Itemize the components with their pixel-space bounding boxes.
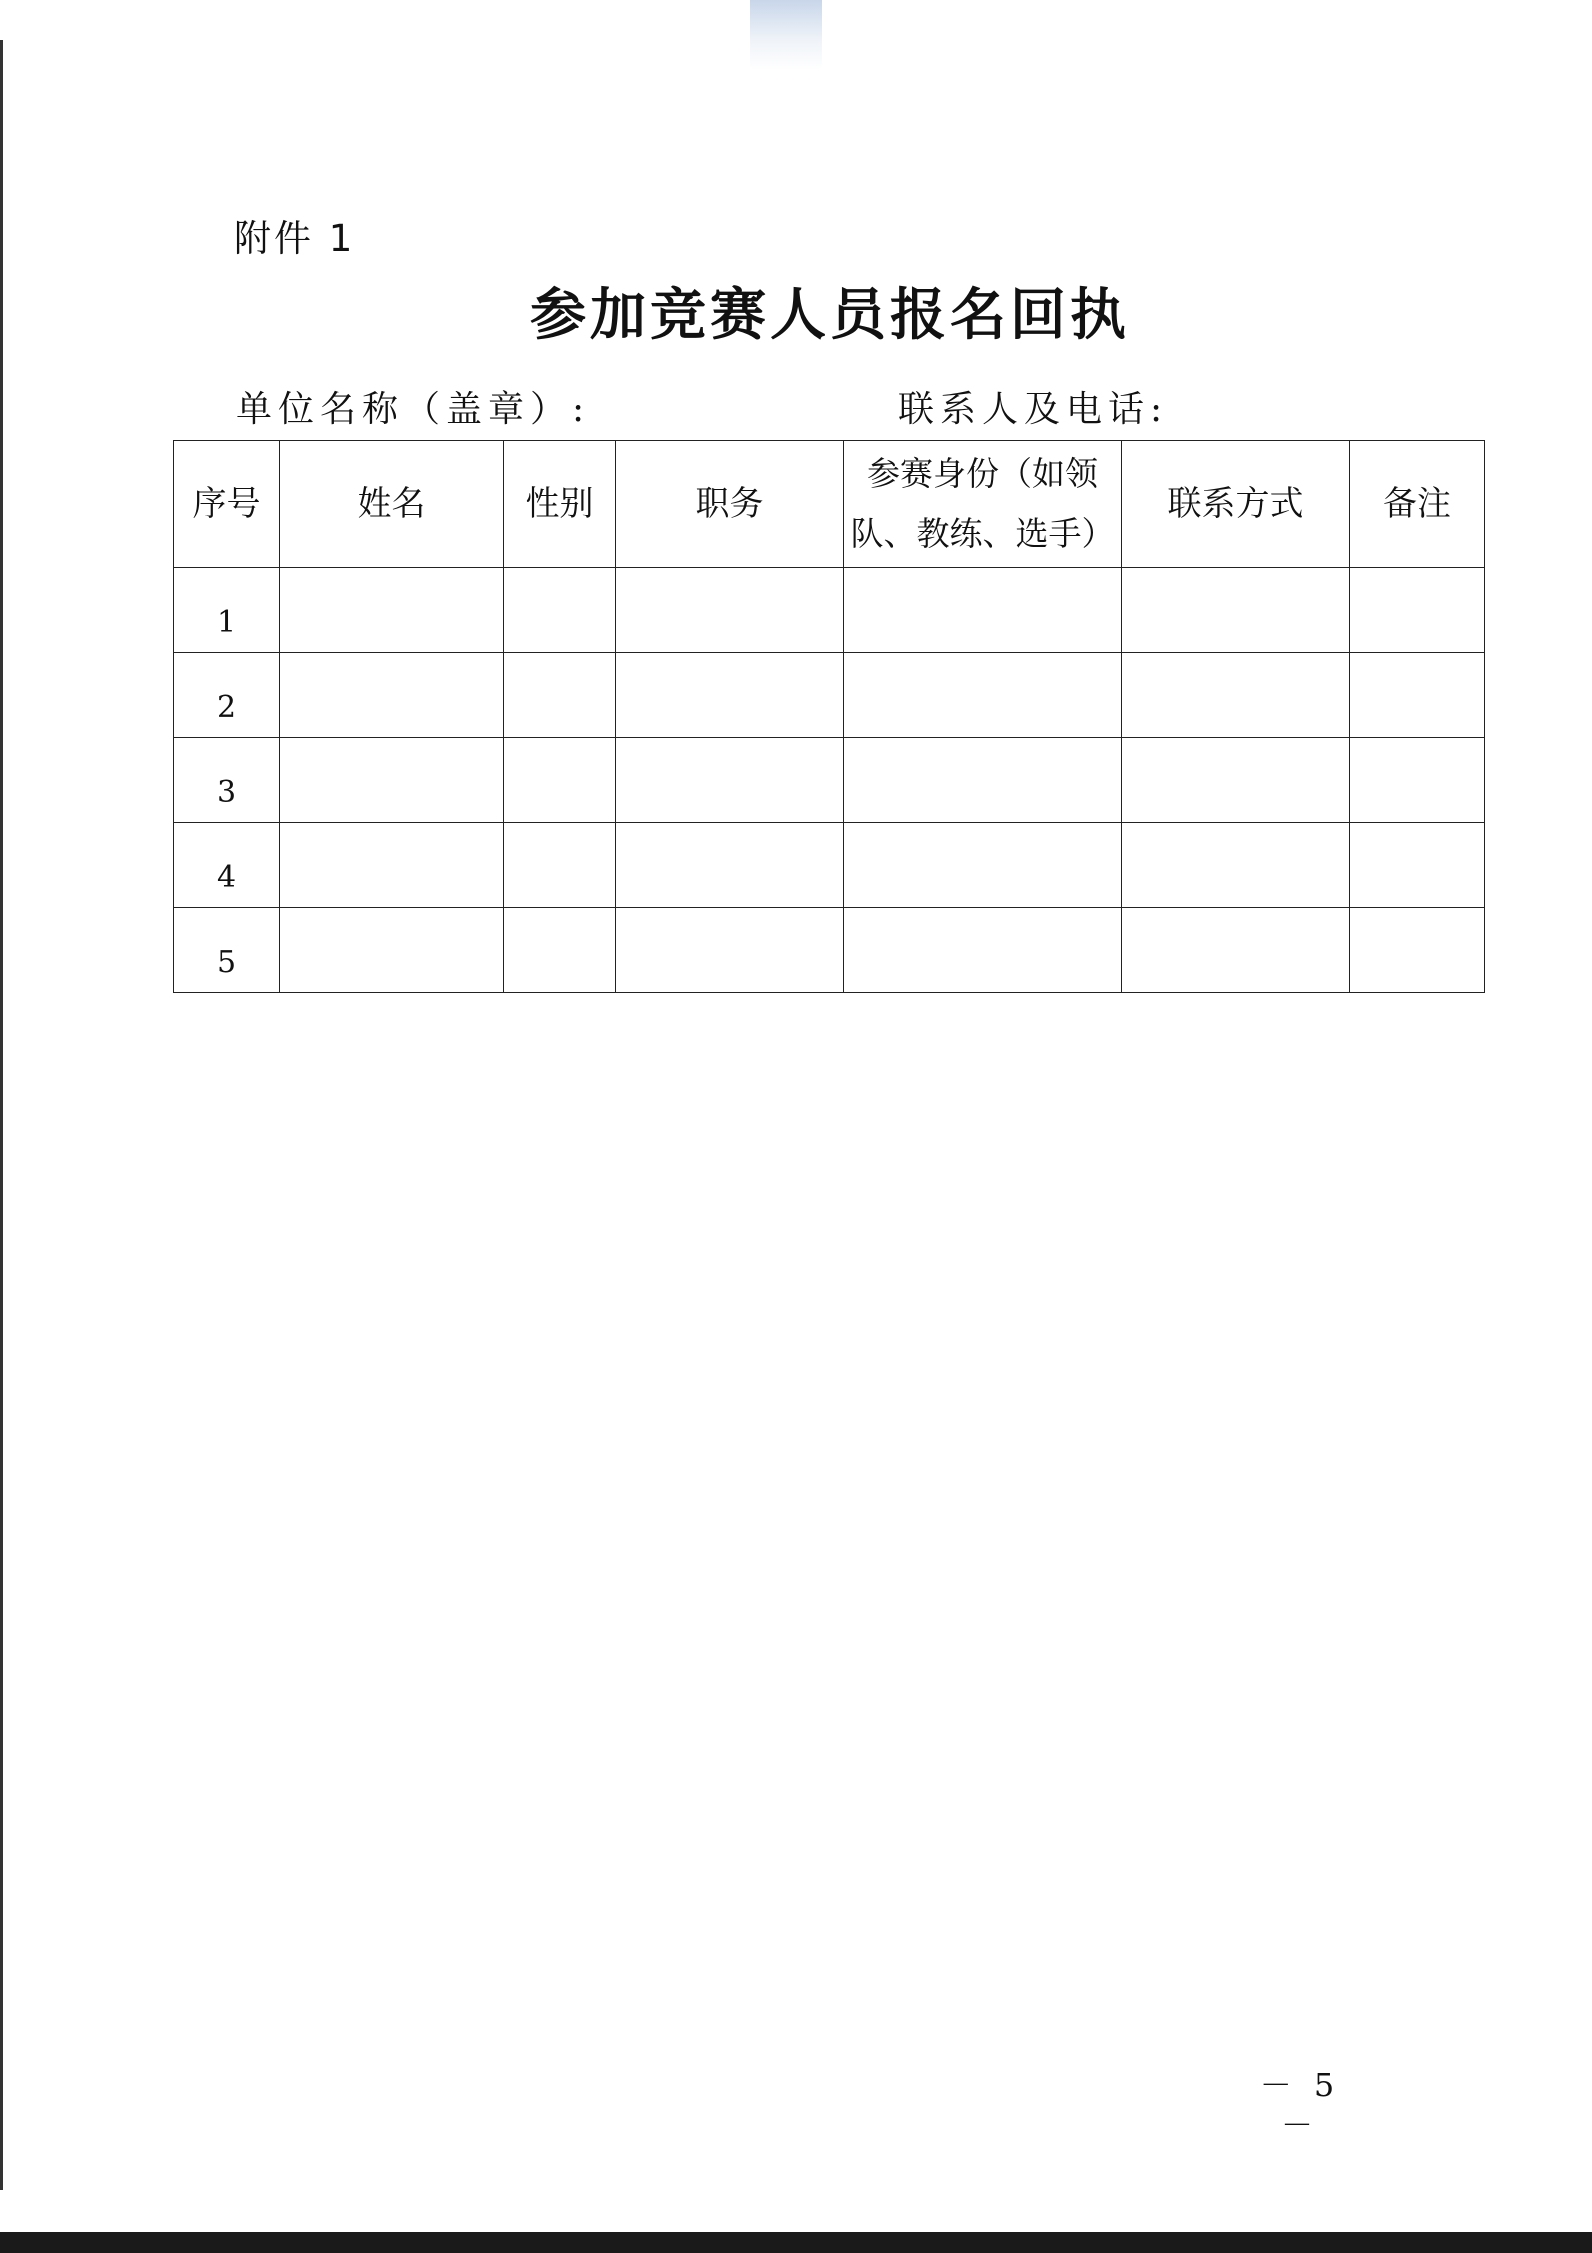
table-row	[174, 738, 1485, 823]
gender-cell[interactable]	[504, 568, 616, 653]
scan-left-edge	[0, 40, 3, 2190]
remarks-cell[interactable]	[1350, 908, 1485, 993]
table-header-row	[174, 441, 1485, 568]
role-cell[interactable]	[844, 568, 1122, 653]
gender-cell[interactable]	[504, 823, 616, 908]
scan-tab-marker	[750, 0, 822, 70]
name-cell[interactable]	[280, 823, 504, 908]
name-cell[interactable]	[280, 738, 504, 823]
header-name: 姓名	[280, 441, 504, 568]
contact-field-label: 联系人及电话:	[898, 389, 1169, 430]
remarks-cell[interactable]	[1350, 738, 1485, 823]
name-cell[interactable]	[280, 908, 504, 993]
page-number: － 5 －	[1259, 2066, 1341, 2144]
remarks-cell[interactable]	[1350, 568, 1485, 653]
position-cell[interactable]	[616, 568, 844, 653]
row-number: 1	[174, 568, 280, 653]
role-cell[interactable]	[844, 908, 1122, 993]
role-cell[interactable]	[844, 653, 1122, 738]
gender-cell[interactable]	[504, 653, 616, 738]
table-row	[174, 653, 1485, 738]
unit-name-field-label: 单位名称（盖章）:	[236, 389, 591, 430]
row-number: 2	[174, 653, 280, 738]
registration-table	[173, 440, 1485, 993]
contact-cell[interactable]	[1122, 823, 1350, 908]
header-contact: 联系方式	[1122, 441, 1350, 568]
role-cell[interactable]	[844, 823, 1122, 908]
remarks-cell[interactable]	[1350, 823, 1485, 908]
row-number: 3	[174, 738, 280, 823]
document-title: 参加竞赛人员报名回执	[530, 282, 1130, 348]
row-number: 5	[174, 908, 280, 993]
table-row	[174, 568, 1485, 653]
table-row	[174, 823, 1485, 908]
gender-cell[interactable]	[504, 908, 616, 993]
position-cell[interactable]	[616, 738, 844, 823]
contact-cell[interactable]	[1122, 653, 1350, 738]
name-cell[interactable]	[280, 568, 504, 653]
name-cell[interactable]	[280, 653, 504, 738]
row-number: 4	[174, 823, 280, 908]
gender-cell[interactable]	[504, 738, 616, 823]
header-role: 参赛身份（如领队、教练、选手）	[844, 441, 1122, 568]
position-cell[interactable]	[616, 823, 844, 908]
role-cell[interactable]	[844, 738, 1122, 823]
scan-bottom-band	[0, 2232, 1592, 2253]
attachment-label: 附件 1	[234, 217, 356, 260]
header-remarks: 备注	[1350, 441, 1485, 568]
position-cell[interactable]	[616, 653, 844, 738]
header-serial: 序号	[174, 441, 280, 568]
contact-cell[interactable]	[1122, 738, 1350, 823]
contact-cell[interactable]	[1122, 568, 1350, 653]
header-gender: 性别	[504, 441, 616, 568]
header-position: 职务	[616, 441, 844, 568]
remarks-cell[interactable]	[1350, 653, 1485, 738]
contact-cell[interactable]	[1122, 908, 1350, 993]
position-cell[interactable]	[616, 908, 844, 993]
table-row	[174, 908, 1485, 993]
